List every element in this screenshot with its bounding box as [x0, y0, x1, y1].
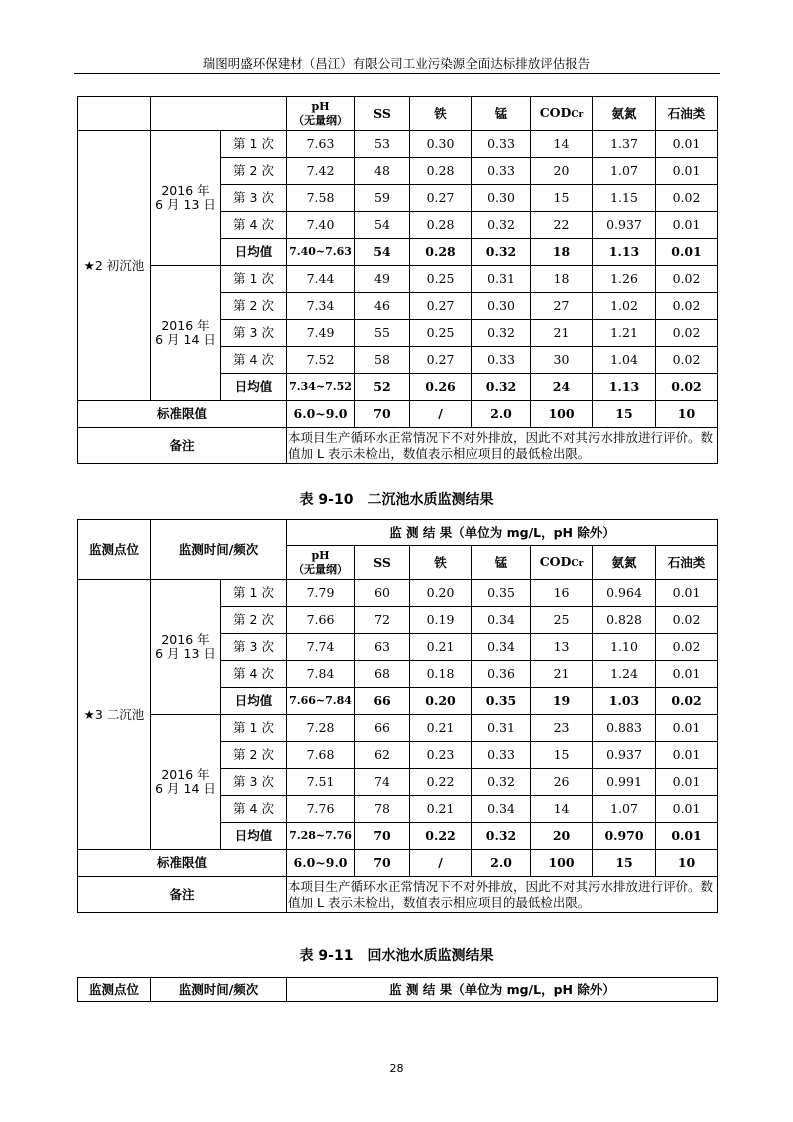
value-cod: 18 — [531, 266, 593, 293]
column-cod — [531, 546, 593, 580]
value-ss: 49 — [355, 266, 410, 293]
value-ss: 54 — [355, 239, 410, 266]
column-ss: SS — [355, 97, 410, 131]
ph-label: pH — [311, 548, 330, 562]
limit-mn: 2.0 — [472, 850, 531, 877]
header-monitoring-point: 监测点位 — [78, 978, 151, 1002]
date-day: 6 月 13 日 — [155, 197, 216, 212]
limit-nh3: 15 — [593, 850, 656, 877]
value-nh3: 1.21 — [593, 320, 656, 347]
frequency-label: 第 3 次 — [221, 634, 287, 661]
value-fe: 0.28 — [410, 158, 472, 185]
column-iron: 铁 — [410, 97, 472, 131]
cod-subscript: Cr — [571, 109, 584, 120]
value-ss: 59 — [355, 185, 410, 212]
value-cod: 27 — [531, 293, 593, 320]
date-cell — [151, 580, 221, 715]
limit-ss: 70 — [355, 850, 410, 877]
value-mn: 0.32 — [472, 374, 531, 401]
value-nh3: 1.15 — [593, 185, 656, 212]
value-cod: 20 — [531, 823, 593, 850]
daily-average-label: 日均值 — [221, 239, 287, 266]
value-ss: 60 — [355, 580, 410, 607]
value-oil: 0.01 — [656, 158, 718, 185]
column-oil: 石油类 — [656, 97, 718, 131]
value-mn: 0.32 — [472, 823, 531, 850]
frequency-label: 第 4 次 — [221, 796, 287, 823]
value-mn: 0.30 — [472, 293, 531, 320]
value-nh3: 0.937 — [593, 212, 656, 239]
value-oil: 0.02 — [656, 293, 718, 320]
value-ss: 52 — [355, 374, 410, 401]
value-ph: 7.28~7.76 — [287, 823, 355, 850]
value-cod: 15 — [531, 742, 593, 769]
value-ss: 70 — [355, 823, 410, 850]
header-monitoring-point: 监测点位 — [78, 520, 151, 580]
date-day: 6 月 13 日 — [155, 646, 216, 661]
ph-unit-label: （无量纲） — [293, 562, 349, 576]
cod-label: COD — [539, 553, 572, 569]
value-fe: 0.26 — [410, 374, 472, 401]
value-cod: 30 — [531, 347, 593, 374]
value-oil: 0.01 — [656, 742, 718, 769]
date-year: 2016 年 — [161, 183, 210, 198]
value-cod: 13 — [531, 634, 593, 661]
value-fe: 0.23 — [410, 742, 472, 769]
date-year: 2016 年 — [161, 632, 210, 647]
value-cod: 24 — [531, 374, 593, 401]
value-ph: 7.34~7.52 — [287, 374, 355, 401]
date-day: 6 月 14 日 — [155, 332, 216, 347]
value-oil: 0.02 — [656, 266, 718, 293]
value-nh3: 1.37 — [593, 131, 656, 158]
value-fe: 0.21 — [410, 796, 472, 823]
value-oil: 0.01 — [656, 715, 718, 742]
value-cod: 21 — [531, 320, 593, 347]
column-cod — [531, 97, 593, 131]
column-ammonia: 氨氮 — [593, 97, 656, 131]
value-ss: 48 — [355, 158, 410, 185]
value-oil: 0.02 — [656, 347, 718, 374]
value-mn: 0.31 — [472, 266, 531, 293]
value-mn: 0.36 — [472, 661, 531, 688]
value-fe: 0.30 — [410, 131, 472, 158]
limit-ph: 6.0~9.0 — [287, 850, 355, 877]
value-fe: 0.21 — [410, 715, 472, 742]
value-cod: 20 — [531, 158, 593, 185]
value-oil: 0.01 — [656, 580, 718, 607]
column-ss: SS — [355, 546, 410, 580]
limit-nh3: 15 — [593, 401, 656, 428]
frequency-label: 第 2 次 — [221, 607, 287, 634]
limit-oil: 10 — [656, 401, 718, 428]
header-monitoring-result: 监 测 结 果（单位为 mg/L，pH 除外） — [287, 520, 718, 546]
limit-fe: / — [410, 850, 472, 877]
value-mn: 0.31 — [472, 715, 531, 742]
value-nh3: 1.07 — [593, 158, 656, 185]
value-ss: 63 — [355, 634, 410, 661]
standard-limit-label: 标准限值 — [78, 401, 287, 428]
value-ss: 55 — [355, 320, 410, 347]
value-fe: 0.18 — [410, 661, 472, 688]
value-fe: 0.27 — [410, 293, 472, 320]
value-fe: 0.25 — [410, 266, 472, 293]
value-nh3: 0.970 — [593, 823, 656, 850]
frequency-label: 第 2 次 — [221, 742, 287, 769]
value-mn: 0.34 — [472, 634, 531, 661]
page-header: 瑞图明盛环保建材（昌江）有限公司工业污染源全面达标排放评估报告 — [202, 56, 591, 71]
value-nh3: 1.03 — [593, 688, 656, 715]
header-monitoring-time: 监测时间/频次 — [151, 978, 287, 1002]
frequency-label: 第 4 次 — [221, 661, 287, 688]
frequency-label: 第 1 次 — [221, 715, 287, 742]
value-nh3: 0.937 — [593, 742, 656, 769]
value-ph: 7.49 — [287, 320, 355, 347]
value-ph: 7.66~7.84 — [287, 688, 355, 715]
cod-subscript: Cr — [571, 558, 584, 569]
value-nh3: 0.964 — [593, 580, 656, 607]
header-monitoring-time: 监测时间/频次 — [151, 520, 287, 580]
value-fe: 0.28 — [410, 212, 472, 239]
table-9-10-caption: 表 9-10 二沉池水质监测结果 — [299, 492, 494, 508]
value-ph: 7.34 — [287, 293, 355, 320]
column-ph — [287, 97, 355, 131]
value-ss: 62 — [355, 742, 410, 769]
header-blank — [151, 97, 287, 131]
value-mn: 0.32 — [472, 212, 531, 239]
frequency-label: 第 1 次 — [221, 266, 287, 293]
value-mn: 0.32 — [472, 769, 531, 796]
value-ss: 78 — [355, 796, 410, 823]
frequency-label: 第 2 次 — [221, 158, 287, 185]
date-cell — [151, 131, 221, 266]
value-cod: 18 — [531, 239, 593, 266]
value-ss: 53 — [355, 131, 410, 158]
date-cell — [151, 715, 221, 850]
value-ph: 7.84 — [287, 661, 355, 688]
monitoring-point: ★2 初沉池 — [78, 131, 151, 401]
value-cod: 21 — [531, 661, 593, 688]
value-nh3: 0.883 — [593, 715, 656, 742]
value-nh3: 1.13 — [593, 374, 656, 401]
value-oil: 0.01 — [656, 796, 718, 823]
page-number: 28 — [389, 1062, 404, 1075]
column-manganese: 锰 — [472, 546, 531, 580]
value-oil: 0.01 — [656, 823, 718, 850]
value-cod: 25 — [531, 607, 593, 634]
column-oil: 石油类 — [656, 546, 718, 580]
daily-average-label: 日均值 — [221, 374, 287, 401]
table-9-11-caption: 表 9-11 回水池水质监测结果 — [299, 948, 494, 964]
value-fe: 0.27 — [410, 347, 472, 374]
ph-label: pH — [311, 99, 330, 113]
value-cod: 19 — [531, 688, 593, 715]
cod-label: COD — [539, 104, 572, 120]
value-oil: 0.02 — [656, 320, 718, 347]
date-year: 2016 年 — [161, 318, 210, 333]
daily-average-label: 日均值 — [221, 688, 287, 715]
value-ph: 7.76 — [287, 796, 355, 823]
frequency-label: 第 4 次 — [221, 212, 287, 239]
value-cod: 26 — [531, 769, 593, 796]
value-oil: 0.01 — [656, 131, 718, 158]
value-ss: 68 — [355, 661, 410, 688]
column-iron: 铁 — [410, 546, 472, 580]
value-nh3: 1.24 — [593, 661, 656, 688]
table-primary-sedimentation — [77, 96, 718, 464]
value-cod: 23 — [531, 715, 593, 742]
value-ss: 46 — [355, 293, 410, 320]
value-ph: 7.52 — [287, 347, 355, 374]
limit-fe: / — [410, 401, 472, 428]
value-mn: 0.33 — [472, 742, 531, 769]
value-mn: 0.32 — [472, 320, 531, 347]
value-ph: 7.51 — [287, 769, 355, 796]
column-ammonia: 氨氮 — [593, 546, 656, 580]
value-oil: 0.01 — [656, 661, 718, 688]
value-cod: 22 — [531, 212, 593, 239]
daily-average-label: 日均值 — [221, 823, 287, 850]
frequency-label: 第 2 次 — [221, 293, 287, 320]
date-cell — [151, 266, 221, 401]
value-fe: 0.21 — [410, 634, 472, 661]
value-cod: 14 — [531, 796, 593, 823]
value-nh3: 0.828 — [593, 607, 656, 634]
header-blank — [78, 97, 151, 131]
value-ph: 7.74 — [287, 634, 355, 661]
limit-ph: 6.0~9.0 — [287, 401, 355, 428]
value-mn: 0.33 — [472, 158, 531, 185]
note-text: 本项目生产循环水正常情况下不对外排放，因此不对其污水排放进行评价。数值加 L 表示未检出，数值表示相应项目的最低检出限。 — [287, 877, 718, 913]
value-oil: 0.02 — [656, 374, 718, 401]
limit-ss: 70 — [355, 401, 410, 428]
value-ph: 7.44 — [287, 266, 355, 293]
header-monitoring-result: 监 测 结 果（单位为 mg/L，pH 除外） — [287, 978, 718, 1002]
value-mn: 0.34 — [472, 607, 531, 634]
value-fe: 0.20 — [410, 688, 472, 715]
value-fe: 0.22 — [410, 823, 472, 850]
date-day: 6 月 14 日 — [155, 781, 216, 796]
frequency-label: 第 1 次 — [221, 131, 287, 158]
limit-oil: 10 — [656, 850, 718, 877]
value-fe: 0.25 — [410, 320, 472, 347]
value-oil: 0.01 — [656, 212, 718, 239]
value-fe: 0.27 — [410, 185, 472, 212]
column-ph — [287, 546, 355, 580]
value-ph: 7.58 — [287, 185, 355, 212]
monitoring-point: ★3 二沉池 — [78, 580, 151, 850]
value-nh3: 1.02 — [593, 293, 656, 320]
value-mn: 0.30 — [472, 185, 531, 212]
value-ph: 7.42 — [287, 158, 355, 185]
value-cod: 15 — [531, 185, 593, 212]
note-label: 备注 — [78, 877, 287, 913]
value-ph: 7.68 — [287, 742, 355, 769]
value-ph: 7.63 — [287, 131, 355, 158]
header-rule — [74, 73, 720, 74]
table-return-water-pool — [77, 977, 718, 1002]
value-mn: 0.35 — [472, 688, 531, 715]
value-oil: 0.02 — [656, 185, 718, 212]
value-ss: 66 — [355, 715, 410, 742]
value-ss: 66 — [355, 688, 410, 715]
value-fe: 0.22 — [410, 769, 472, 796]
value-ph: 7.79 — [287, 580, 355, 607]
value-ph: 7.40~7.63 — [287, 239, 355, 266]
limit-mn: 2.0 — [472, 401, 531, 428]
standard-limit-label: 标准限值 — [78, 850, 287, 877]
value-fe: 0.28 — [410, 239, 472, 266]
value-nh3: 1.13 — [593, 239, 656, 266]
frequency-label: 第 3 次 — [221, 769, 287, 796]
frequency-label: 第 3 次 — [221, 185, 287, 212]
date-year: 2016 年 — [161, 767, 210, 782]
value-mn: 0.34 — [472, 796, 531, 823]
value-ph: 7.28 — [287, 715, 355, 742]
value-nh3: 1.10 — [593, 634, 656, 661]
value-cod: 16 — [531, 580, 593, 607]
value-ph: 7.40 — [287, 212, 355, 239]
note-text: 本项目生产循环水正常情况下不对外排放，因此不对其污水排放进行评价。数值加 L 表示未检出，数值表示相应项目的最低检出限。 — [287, 428, 718, 464]
frequency-label: 第 4 次 — [221, 347, 287, 374]
value-nh3: 1.26 — [593, 266, 656, 293]
value-ph: 7.66 — [287, 607, 355, 634]
value-oil: 0.02 — [656, 607, 718, 634]
value-fe: 0.19 — [410, 607, 472, 634]
value-oil: 0.01 — [656, 239, 718, 266]
value-mn: 0.33 — [472, 131, 531, 158]
value-oil: 0.01 — [656, 769, 718, 796]
value-ss: 72 — [355, 607, 410, 634]
value-mn: 0.33 — [472, 347, 531, 374]
value-fe: 0.20 — [410, 580, 472, 607]
value-ss: 74 — [355, 769, 410, 796]
value-cod: 14 — [531, 131, 593, 158]
note-label: 备注 — [78, 428, 287, 464]
value-ss: 58 — [355, 347, 410, 374]
frequency-label: 第 3 次 — [221, 320, 287, 347]
limit-cod: 100 — [531, 401, 593, 428]
value-ss: 54 — [355, 212, 410, 239]
value-mn: 0.35 — [472, 580, 531, 607]
frequency-label: 第 1 次 — [221, 580, 287, 607]
limit-cod: 100 — [531, 850, 593, 877]
value-nh3: 0.991 — [593, 769, 656, 796]
value-nh3: 1.07 — [593, 796, 656, 823]
value-oil: 0.02 — [656, 688, 718, 715]
value-nh3: 1.04 — [593, 347, 656, 374]
column-manganese: 锰 — [472, 97, 531, 131]
value-oil: 0.02 — [656, 634, 718, 661]
table-secondary-sedimentation — [77, 519, 718, 913]
value-mn: 0.32 — [472, 239, 531, 266]
ph-unit-label: （无量纲） — [293, 113, 348, 127]
